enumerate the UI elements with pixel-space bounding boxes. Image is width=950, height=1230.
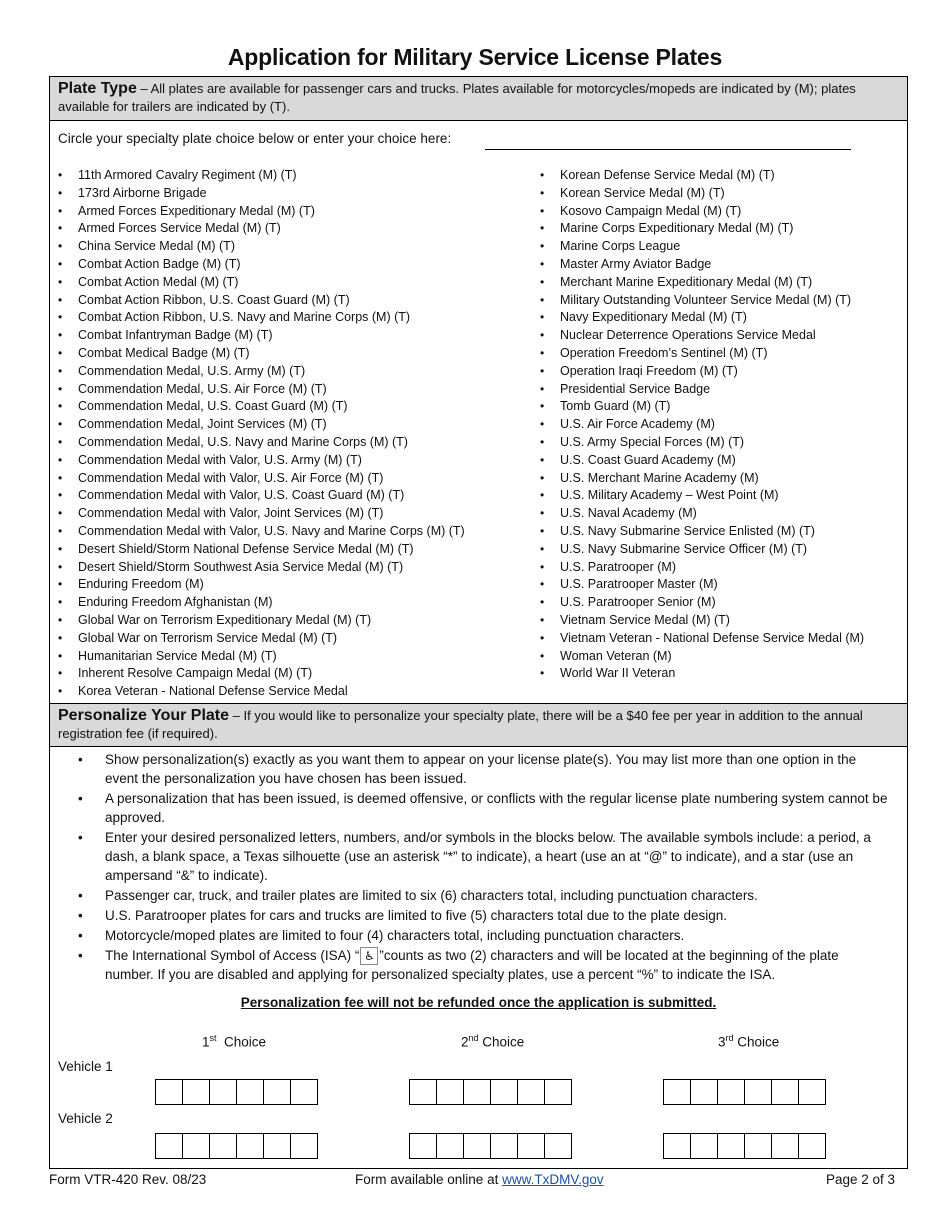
vehicle-2-choice-3-boxes[interactable] [664,1133,826,1159]
plate-option[interactable]: • Commendation Medal with Valor, U.S. Coast Guard (M) (T) [50,487,465,505]
rule-item: • Passenger car, truck, and trailer plates are limited to six (6) characters total, including punctuation characters. [50,886,900,905]
plate-option[interactable]: • 11th Armored Cavalry Regiment (M) (T) [50,167,465,185]
plate-option[interactable]: • Armed Forces Service Medal (M) (T) [50,220,465,238]
plate-option[interactable]: • U.S. Military Academy – West Point (M) [532,487,864,505]
plate-option[interactable]: • Combat Action Ribbon, U.S. Coast Guard (M) (T) [50,292,465,310]
plate-option[interactable]: • Commendation Medal, U.S. Navy and Marine Corps (M) (T) [50,434,465,452]
plate-option[interactable]: • Commendation Medal, U.S. Coast Guard (M) (T) [50,398,465,416]
plate-option[interactable]: • U.S. Paratrooper Senior (M) [532,594,864,612]
vehicle-2-label: Vehicle 2 [58,1111,113,1126]
page-title: Application for Military Service License Plates [227,44,723,70]
plate-option[interactable]: • Combat Infantryman Badge (M) (T) [50,327,465,345]
plate-option[interactable]: • U.S. Paratrooper Master (M) [532,576,864,594]
plate-option[interactable]: • Enduring Freedom Afghanistan (M) [50,594,465,612]
plate-option[interactable]: • U.S. Air Force Academy (M) [532,416,864,434]
plate-option[interactable]: • Commendation Medal with Valor, U.S. Army (M) (T) [50,452,465,470]
plate-option[interactable]: • Operation Iraqi Freedom (M) (T) [532,363,864,381]
plate-type-header [50,77,907,121]
vehicle-1-choice-2-boxes[interactable] [410,1079,572,1105]
personalize-heading: Personalize Your Plate [58,707,230,724]
plate-option[interactable]: • Operation Freedom’s Sentinel (M) (T) [532,345,864,363]
rule-item: • Enter your desired personalized letters, numbers, and/or symbols in the blocks below. The available symbols include: a period, a dash, a blank space, a Texas silhouette (use an asterisk “*” to indicate), a heart (use an at “@” to indicate), and a star (use an ampersand “&” to indicate). [50,828,900,885]
plate-option[interactable]: • Vietnam Service Medal (M) (T) [532,612,864,630]
rule-item: • U.S. Paratrooper plates for cars and trucks are limited to five (5) characters total due to the plate design. [50,906,900,925]
plate-option[interactable]: • Desert Shield/Storm Southwest Asia Service Medal (M) (T) [50,559,465,577]
plate-option[interactable]: • Enduring Freedom (M) [50,576,465,594]
rule-item: • Show personalization(s) exactly as you want them to appear on your license plate(s). You may list more than one option in the event the personalization you have chosen has been issued. [50,750,900,788]
specialty-plate-choice-field[interactable] [485,149,851,150]
wheelchair-icon: ♿ [360,947,378,965]
plate-option[interactable]: • Woman Veteran (M) [532,648,864,666]
form-id: Form VTR-420 Rev. 08/23 [49,1172,207,1187]
plate-option[interactable]: • U.S. Coast Guard Academy (M) [532,452,864,470]
plate-option[interactable]: • China Service Medal (M) (T) [50,238,465,256]
plate-option[interactable]: • Navy Expeditionary Medal (M) (T) [532,309,864,327]
plate-option[interactable]: • U.S. Navy Submarine Service Enlisted (M) (T) [532,523,864,541]
plate-option[interactable]: • U.S. Merchant Marine Academy (M) [532,470,864,488]
plate-option[interactable]: • Master Army Aviator Badge [532,256,864,274]
plate-option[interactable]: • Vietnam Veteran - National Defense Service Medal (M) [532,630,864,648]
choice-3-header: 3rd Choice [718,1033,780,1050]
plate-type-heading: Plate Type [58,80,137,97]
vehicle-1-label: Vehicle 1 [58,1059,113,1074]
choice-1-header: 1st Choice [202,1033,267,1050]
plate-option[interactable]: • World War II Veteran [532,665,864,683]
plate-option[interactable]: • Tomb Guard (M) (T) [532,398,864,416]
plate-option[interactable]: • Global War on Terrorism Service Medal (M) (T) [50,630,465,648]
fee-note: Personalization fee will not be refunded once the application is submitted. [240,995,717,1010]
plate-option[interactable]: • U.S. Army Special Forces (M) (T) [532,434,864,452]
plate-option[interactable]: • U.S. Navy Submarine Service Officer (M) (T) [532,541,864,559]
plate-option[interactable]: • Korea Veteran - National Defense Service Medal [50,683,465,701]
plate-option[interactable]: • Commendation Medal with Valor, Joint Services (M) (T) [50,505,465,523]
plate-option[interactable]: • Commendation Medal, U.S. Army (M) (T) [50,363,465,381]
choice-2-header: 2nd Choice [461,1033,525,1050]
txdmv-link[interactable]: www.TxDMV.gov [502,1172,604,1187]
footer-online: Form available online at www.TxDMV.gov [355,1172,604,1187]
personalization-rules [50,750,900,985]
plate-list-column-1 [50,167,465,701]
personalize-intro: – If you would like to personalize your specialty plate, there will be a $40 fee per year in addition to the annual registration fee (if required). [58,708,863,741]
plate-option[interactable]: • Desert Shield/Storm National Defense Service Medal (M) (T) [50,541,465,559]
plate-option[interactable]: • Presidential Service Badge [532,381,864,399]
plate-option[interactable]: • Military Outstanding Volunteer Service Medal (M) (T) [532,292,864,310]
plate-option[interactable]: • Commendation Medal with Valor, U.S. Air Force (M) (T) [50,470,465,488]
page-number: Page 2 of 3 [826,1172,896,1187]
plate-option[interactable]: • Armed Forces Expeditionary Medal (M) (T) [50,203,465,221]
rule-item: • Motorcycle/moped plates are limited to four (4) characters total, including punctuation characters. [50,926,900,945]
plate-option[interactable]: • 173rd Airborne Brigade [50,185,465,203]
plate-type-intro: – All plates are available for passenger cars and trucks. Plates available for motorcycles/mopeds are indicated by (M); plates available for trailers are indicated by (T). [58,81,856,114]
plate-option[interactable]: • Korean Service Medal (M) (T) [532,185,864,203]
plate-option[interactable]: • U.S. Naval Academy (M) [532,505,864,523]
plate-option[interactable]: • Commendation Medal, Joint Services (M) (T) [50,416,465,434]
vehicle-1-choice-3-boxes[interactable] [664,1079,826,1105]
plate-option[interactable]: • Humanitarian Service Medal (M) (T) [50,648,465,666]
plate-option[interactable]: • Commendation Medal, U.S. Air Force (M) (T) [50,381,465,399]
personalize-header [50,703,907,747]
plate-option[interactable]: • Kosovo Campaign Medal (M) (T) [532,203,864,221]
circle-prompt: Circle your specialty plate choice below or enter your choice here: [58,131,452,146]
plate-option[interactable]: • Merchant Marine Expeditionary Medal (M) (T) [532,274,864,292]
plate-option[interactable]: • Combat Action Medal (M) (T) [50,274,465,292]
vehicle-2-choice-2-boxes[interactable] [410,1133,572,1159]
vehicle-2-choice-1-boxes[interactable] [156,1133,318,1159]
plate-option[interactable]: • Combat Medical Badge (M) (T) [50,345,465,363]
plate-option[interactable]: • Global War on Terrorism Expeditionary Medal (M) (T) [50,612,465,630]
plate-option[interactable]: • Inherent Resolve Campaign Medal (M) (T) [50,665,465,683]
plate-option[interactable]: • Combat Action Badge (M) (T) [50,256,465,274]
plate-option[interactable]: • Commendation Medal with Valor, U.S. Navy and Marine Corps (M) (T) [50,523,465,541]
rule-item: • A personalization that has been issued, is deemed offensive, or conflicts with the regular license plate numbering system cannot be approved. [50,789,900,827]
plate-option[interactable]: • Nuclear Deterrence Operations Service Medal [532,327,864,345]
plate-option[interactable]: • Marine Corps League [532,238,864,256]
plate-list-column-2 [532,167,864,683]
plate-option[interactable]: • Marine Corps Expeditionary Medal (M) (T) [532,220,864,238]
form-frame [49,76,908,1169]
plate-option[interactable]: • Korean Defense Service Medal (M) (T) [532,167,864,185]
isa-rule-item: • The International Symbol of Access (ISA) “ ♿ ”counts as two (2) characters and will be located at the beginning of the plate number. If you are disabled and applying for personalized specialty plates, use a percent “%” to indicate the ISA. [50,946,900,984]
vehicle-1-choice-1-boxes[interactable] [156,1079,318,1105]
plate-option[interactable]: • U.S. Paratrooper (M) [532,559,864,577]
plate-option[interactable]: • Combat Action Ribbon, U.S. Navy and Marine Corps (M) (T) [50,309,465,327]
